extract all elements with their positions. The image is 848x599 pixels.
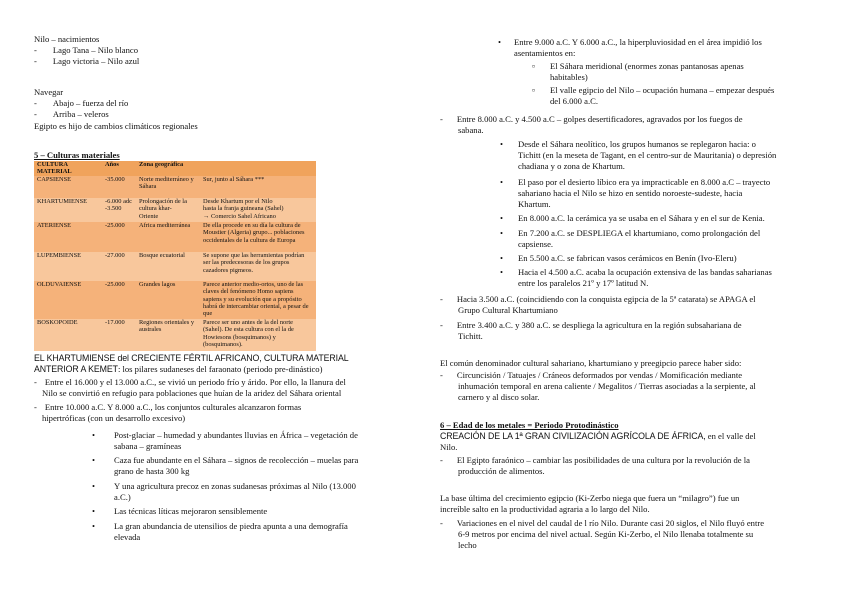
- base-paragraph: La base última del crecimiento egipcio (Ki-Zerbo niega que fuera un “milagro”) fue un: [440, 493, 740, 503]
- bullet-dot: •: [92, 506, 96, 516]
- table-cell: -17.000: [102, 319, 136, 351]
- sub-item: El valle egipcio del Nilo – ocupación humana – empezar después: [550, 85, 775, 95]
- table-cell: -25.000: [102, 281, 136, 319]
- table-cell: ATERIENSE: [34, 222, 102, 252]
- sub-item: En 8.000 a.C. la cerámica ya se usaba en el Sáhara y en el sur de Kenia.: [518, 213, 765, 223]
- list-item: - Hacia 3.500 a.C. (coincidiendo con la conquista egipcia de la 5ª catarata) se APAGA el: [440, 294, 756, 304]
- table-cell: Grandes lagos: [136, 281, 200, 319]
- table-row: [34, 319, 316, 351]
- list-item: - Entre 10.000 a.C. Y 8.000 a.C., los conjuntos culturales alcanzaron formas: [34, 402, 302, 412]
- base-paragraph-cont: increíble salto en la productividad agraria a lo largo del Nilo.: [440, 504, 650, 514]
- table-cell: -35.000: [102, 176, 136, 198]
- egipto-line: Egipto es hijo de cambios climáticos regionales: [34, 121, 198, 131]
- bullet-dot: •: [92, 430, 96, 440]
- table-cell: Bosque ecuatorial: [136, 252, 200, 281]
- bullet-dot: •: [500, 177, 504, 187]
- sub-item: En 5.500 a.C. se fabrican vasos cerámicos en Benín (Ivo-Eleru): [518, 253, 737, 263]
- khartum-heading: EL KHARTUMIENSE del CRECIENTE FÉRTIL AFRICANO, CULTURA MATERIAL: [34, 353, 349, 363]
- sub-item-cont: del 6.000 a.C.: [550, 96, 598, 106]
- sub-item-cont: sahariano hacia el Nilo se hizo en sentido noroeste-sudeste, hacia: [518, 188, 743, 198]
- table-row: [34, 198, 316, 222]
- sub-item: El Sáhara meridional (enormes zonas pantanosas apenas: [550, 61, 744, 71]
- list-item: Entre 9.000 a.C. Y 6.000 a.C., la hiperpluviosidad en el área impidió los: [514, 37, 762, 47]
- sub-item: Caza fue abundante en el Sáhara – signos de recolección – muelas para: [114, 455, 359, 465]
- sub-item-cont: grano de hasta 300 kg: [114, 466, 190, 476]
- sub-item-cont: capsiense.: [518, 239, 554, 249]
- bullet-dot: •: [500, 253, 504, 263]
- list-item: - Lago Tana – Nilo blanco: [34, 45, 139, 55]
- bullet-dot: •: [500, 228, 504, 238]
- table-cell: Prolongación de la cultura khar- Oriente: [136, 198, 200, 222]
- bullet-dot: •: [498, 37, 502, 47]
- bullet-dot: •: [500, 267, 504, 277]
- list-item: - Entre 3.400 a.C. y 380 a.C. se despliega la agricultura en la región subsahariana de: [440, 320, 742, 330]
- list-item: - Variaciones en el nivel del caudal de l río Nilo. Durante casi 20 siglos, el Nilo fluyó entre: [440, 518, 765, 528]
- list-item-cont: hipertróficas (con un desarrollo excesivo): [42, 413, 186, 423]
- bullet-dot: •: [500, 139, 504, 149]
- list-item-cont: Nilo se convirtió en refugio para poblaciones que huían de la aridez del Sáhara oriental: [42, 388, 342, 398]
- table-row: [34, 176, 316, 198]
- sub-item: Desde el Sáhara neolítico, los grupos humanos se replegaron hacia: o: [518, 139, 756, 149]
- bullet-dot: •: [500, 213, 504, 223]
- sub-item-cont: habitables): [550, 72, 588, 82]
- creacion-heading: CREACIÓN DE LA 1ª GRAN CIVILIZACIÓN AGRÍCOLA DE ÁFRICA, en el valle del: [440, 431, 756, 441]
- common-line: El común denominador cultural sahariano, khartumiano y preegipcio parece haber sido:: [440, 358, 742, 368]
- table-cell: Norte mediterráneo y Sáhara: [136, 176, 200, 198]
- table-cell: Parece anterior medio-ortos, uno de las claves del fenómeno Homo sapiens sapiens y su evolución que a propósito habrá de intercambiar oriental, a pesar de que: [200, 281, 316, 319]
- table-cell: Se supone que las herramientas podrían ser las predecesoras de los grupos cazadores pigmeos.: [200, 252, 316, 281]
- sub-item: Post-glaciar – humedad y abundantes lluvias en África – vegetación de: [114, 430, 358, 440]
- sub-item-cont: a.C.): [114, 492, 131, 502]
- section-5-title: 5 – Culturas materiales: [34, 150, 120, 160]
- list-item-cont: lecho: [458, 540, 477, 550]
- sub-item: En 7.200 a.C. se DESPLIEGA el khartumiano, como prolongación del: [518, 228, 761, 238]
- list-item-cont: Grupo Cultural Khartumiano: [458, 305, 558, 315]
- list-item: - Entre 8.000 a.C. y 4.500 a.C – golpes desertificadores, agravados por los fuegos de: [440, 114, 743, 124]
- list-item: - El Egipto faraónico – cambiar las posibilidades de una cultura por la revolución de la: [440, 455, 750, 465]
- square-bullet-icon: ▫: [532, 85, 536, 95]
- table-row: [34, 222, 316, 252]
- sub-item-cont: chadiana y o zona de Khartum.: [518, 161, 625, 171]
- table-cell: -25.000: [102, 222, 136, 252]
- list-item-cont: inhumación temporal en arena caliente / Megalitos / Tierras asociadas a la serpiente, al: [458, 381, 756, 391]
- sub-item: La gran abundancia de utensilios de piedra apunta a una demografía: [114, 521, 348, 531]
- list-item-cont: carnero y al disco solar.: [458, 392, 540, 402]
- list-item-cont: Tichitt.: [458, 331, 483, 341]
- nilo-title: Nilo – nacimientos: [34, 34, 100, 44]
- table-header-row: [34, 161, 316, 176]
- sub-item: Las técnicas líticas mejoraron sensiblemente: [114, 506, 268, 516]
- list-item: - Entre el 16.000 y el 13.000 a.C., se vivió un periodo frío y árido. Por ello, la llanura del: [34, 377, 346, 387]
- sub-item-cont: entre los paralelos 21º y 17º latitud N.: [518, 278, 649, 288]
- sub-item-cont: Tichitt (en la meseta de Tagant, en el centro-sur de Mauritania) o depresión: [518, 150, 777, 160]
- bullet-dot: •: [92, 455, 96, 465]
- table-header: CULTURA MATERIAL: [34, 161, 102, 176]
- sub-item-cont: elevada: [114, 532, 141, 542]
- table-header: Años: [102, 161, 136, 176]
- sub-item: Hacia el 4.500 a.C. acaba la ocupación extensiva de las bandas saharianas: [518, 267, 772, 277]
- bullet-dot: •: [92, 481, 96, 491]
- table-cell: LUPEMBIENSE: [34, 252, 102, 281]
- table-cell: Parece ser uno antes de la del norte (Sahel). De esta cultura con el la de Howiesons (bosquimanos) y (bosquimanos).: [200, 319, 316, 351]
- list-item-cont: sabana.: [458, 125, 484, 135]
- list-item: - Arriba – veleros: [34, 109, 109, 119]
- sub-item-cont: Khartum.: [518, 199, 551, 209]
- square-bullet-icon: ▫: [532, 61, 536, 71]
- table-cell: KHARTUMIENSE: [34, 198, 102, 222]
- table-cell: De ella procede en su día la cultura de Moustier (Algeria) grupo... poblaciones occidentales de la cultura de Europa: [200, 222, 316, 252]
- table-cell: Desde Khartum por el Nilo hasta la franja guineana (Sahel) → Comercio Sahel Africano: [200, 198, 316, 222]
- sub-item: El paso por el desierto líbico era ya impracticable en 8.000 a.C – trayecto: [518, 177, 771, 187]
- table-header: Zona geográfica: [136, 161, 200, 176]
- khartum-heading-line2: ANTERIOR A KEMET: los pilares sudaneses del faraonato (periodo pre-dinástico): [34, 364, 323, 374]
- sub-item-cont: sabana – gramíneas: [114, 441, 182, 451]
- creacion-heading-cont: Nilo.: [440, 442, 458, 452]
- table-cell: -6.000 adc -3.500: [102, 198, 136, 222]
- table-cell: BOSKOPOIDE: [34, 319, 102, 351]
- table-row: [34, 252, 316, 281]
- section-6-title: 6 – Edad de los metales = Periodo Protodinástico: [440, 420, 619, 430]
- cultures-table: [34, 161, 316, 351]
- list-item-cont: asentamientos en:: [514, 48, 576, 58]
- table-row: [34, 281, 316, 319]
- navegar-title: Navegar: [34, 87, 64, 97]
- table-cell: Africa mediterránea: [136, 222, 200, 252]
- list-item-cont: producción de alimentos.: [458, 466, 545, 476]
- table-cell: OLDUVAIENSE: [34, 281, 102, 319]
- sub-item: Y una agricultura precoz en zonas sudanesas próximas al Nilo (13.000: [114, 481, 356, 491]
- list-item: - Lago victoria – Nilo azul: [34, 56, 140, 66]
- list-item-cont: 6-9 metros por encima del nivel actual. Según Ki-Zerbo, el Nilo llenaba totalmente su: [458, 529, 754, 539]
- list-item: - Circuncisión / Tatuajes / Cráneos deformados por vendas / Momificación mediante: [440, 370, 743, 380]
- table-cell: -27.000: [102, 252, 136, 281]
- table-cell: Sur, junto al Sáhara ***: [200, 176, 316, 198]
- table-header: [200, 161, 316, 176]
- list-item: - Abajo – fuerza del río: [34, 98, 129, 108]
- table-cell: Regiones orientales y australes: [136, 319, 200, 351]
- table-cell: CAPSIENSE: [34, 176, 102, 198]
- bullet-dot: •: [92, 521, 96, 531]
